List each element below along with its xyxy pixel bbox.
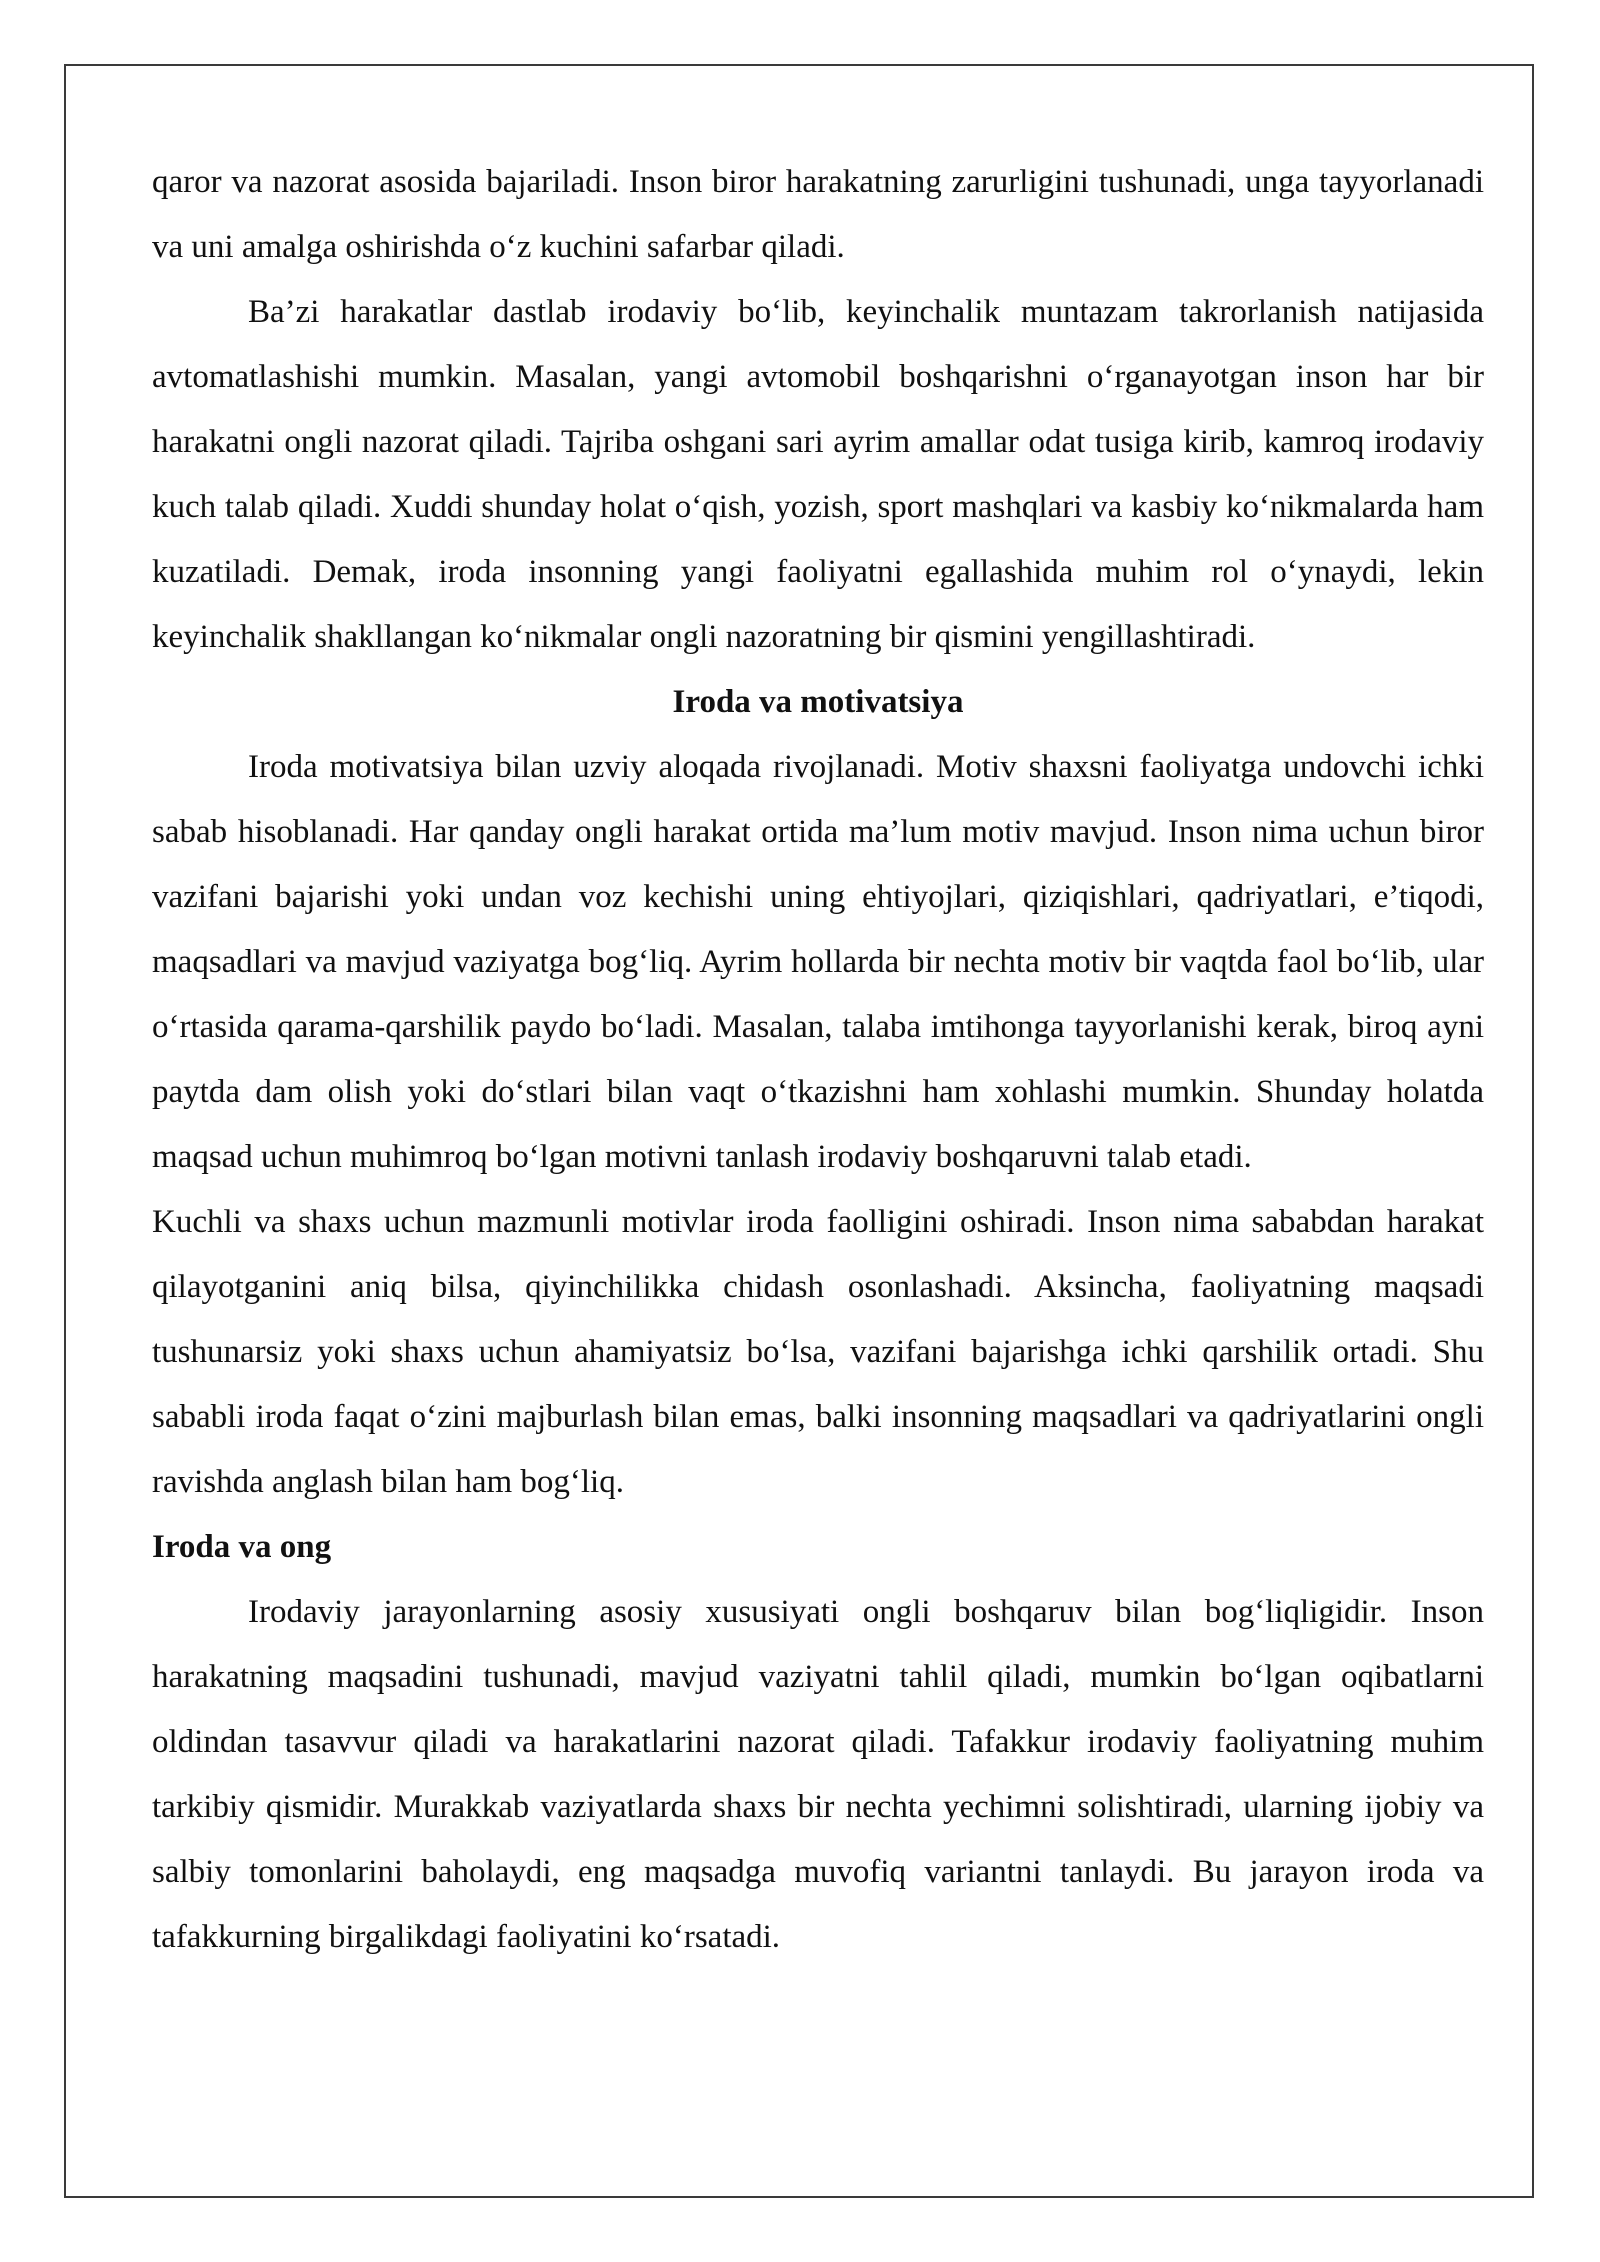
paragraph-continuation: qaror va nazorat asosida bajariladi. Inson biror harakatning zarurligini tushunadi, unga tayyorlanadi va uni amalga oshirishda o‘z kuchini safarbar qiladi. bbox=[152, 164, 1484, 265]
paragraph-strong-motives: Kuchli va shaxs uchun mazmunli motivlar iroda faolligini oshiradi. Inson nima sababdan harakat qilayotganini aniq bilsa, qiyinchilikka chidash osonlashadi. Aksincha, faoliyatning maqsadi tushunarsiz yoki shaxs uchun ahamiyatsiz bo‘lsa, vazifani bajarishga ichki qarshilik ortadi. Shu sababli iroda faqat o‘zini majburlash bilan emas, balki insonning maqsadlari va qadriyatlarini ongli ravishda anglash bilan ham bog‘liq. bbox=[152, 1204, 1484, 1500]
document-body bbox=[152, 150, 1484, 1970]
section-heading-consciousness: Iroda va ong bbox=[152, 1529, 332, 1565]
paragraph-automatization: Ba’zi harakatlar dastlab irodaviy bo‘lib, keyinchalik muntazam takrorlanish natijasida avtomatlashishi mumkin. Masalan, yangi avtomobil boshqarishni o‘rganayotgan inson har bir harakatni ongli nazorat qiladi. Tajriba oshgani sari ayrim amallar odat tusiga kirib, kamroq irodaviy kuch talab qiladi. Xuddi shunday holat o‘qish, yozish, sport mashqlari va kasbiy ko‘nikmalarda ham kuzatiladi. Demak, iroda insonning yangi faoliyatni egallashida muhim rol o‘ynaydi, lekin keyinchalik shakllangan ko‘nikmalar ongli nazoratning bir qismini yengillashtiradi. bbox=[152, 294, 1484, 655]
paragraph-motivation: Iroda motivatsiya bilan uzviy aloqada rivojlanadi. Motiv shaxsni faoliyatga undovchi ichki sabab hisoblanadi. Har qanday ongli harakat ortida ma’lum motiv mavjud. Inson nima uchun biror vazifani bajarishi yoki undan voz kechishi uning ehtiyojlari, qiziqishlari, qadriyatlari, e’tiqodi, maqsadlari va mavjud vaziyatga bog‘liq. Ayrim hollarda bir nechta motiv bir vaqtda faol bo‘lib, ular o‘rtasida qarama-qarshilik paydo bo‘ladi. Masalan, talaba imtihonga tayyorlanishi kerak, biroq ayni paytda dam olish yoki do‘stlari bilan vaqt o‘tkazishni ham xohlashi mumkin. Shunday holatda maqsad uchun muhimroq bo‘lgan motivni tanlash irodaviy boshqaruvni talab etadi. bbox=[152, 749, 1484, 1175]
section-heading-motivation: Iroda va motivatsiya bbox=[672, 684, 964, 720]
paragraph-consciousness: Irodaviy jarayonlarning asosiy xususiyati ongli boshqaruv bilan bog‘liqligidir. Inson harakatning maqsadini tushunadi, mavjud vaziyatni tahlil qiladi, mumkin bo‘lgan oqibatlarni oldindan tasavvur qiladi va harakatlarini nazorat qiladi. Tafakkur irodaviy faoliyatning muhim tarkibiy qismidir. Murakkab vaziyatlarda shaxs bir nechta yechimni solishtiradi, ularning ijobiy va salbiy tomonlarini baholaydi, eng maqsadga muvofiq variantni tanlaydi. Bu jarayon iroda va tafakkurning birgalikdagi faoliyatini ko‘rsatadi. bbox=[152, 1594, 1484, 1955]
